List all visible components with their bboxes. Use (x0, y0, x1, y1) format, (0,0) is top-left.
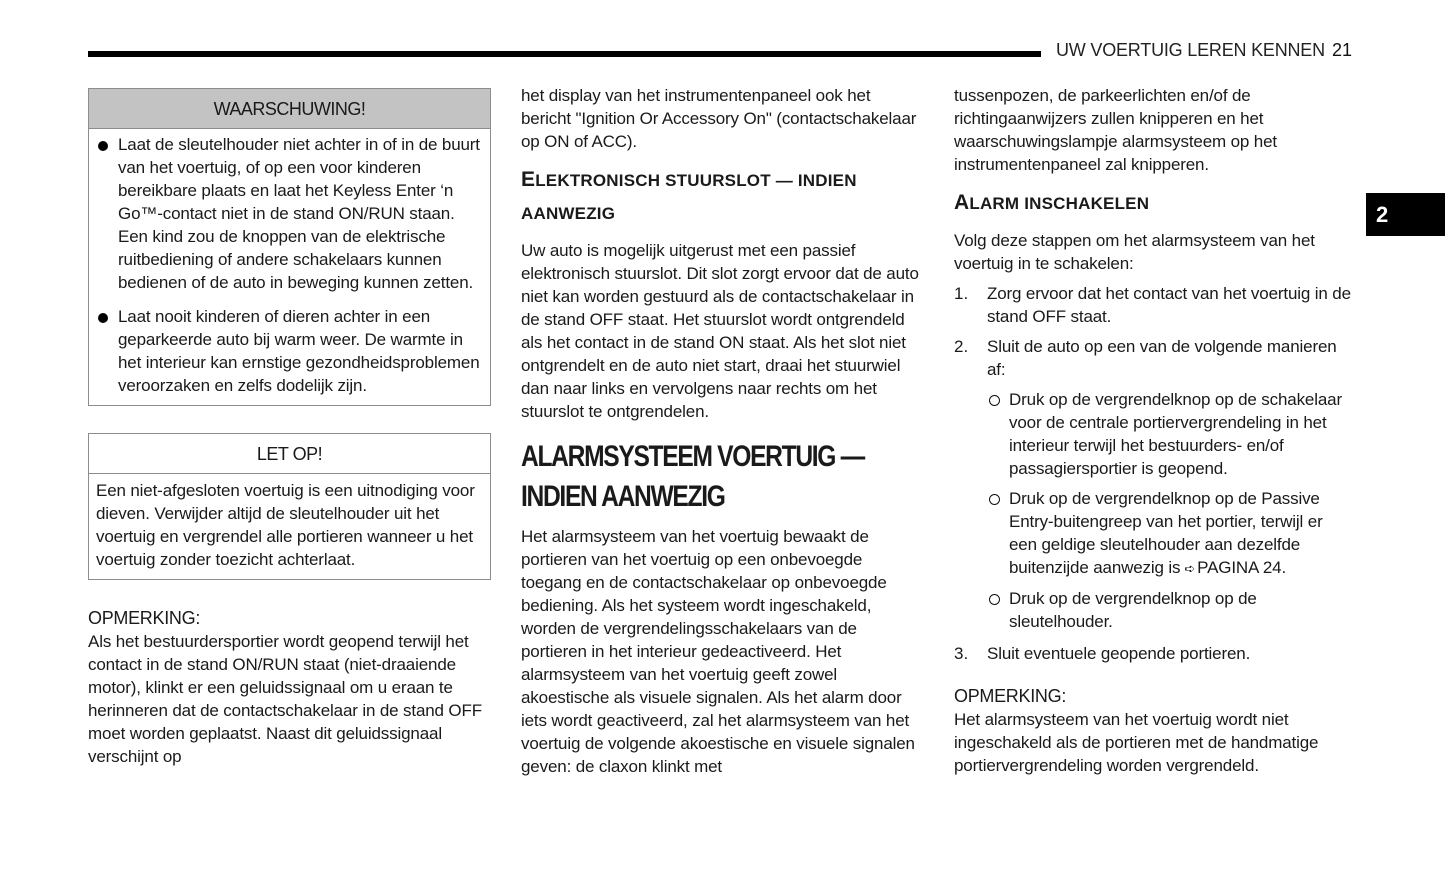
column-1 (88, 84, 491, 768)
continuation-text: tussenpozen, de parkeerlichten en/of de richtingaanwijzers zullen knipperen en het waarschuwingslampje alarmsysteem op het instrumentenpaneel zal knipperen. (954, 86, 1277, 174)
steering-lock-text: Uw auto is mogelijk uitgerust met een passief elektronisch stuurslot. Dit slot zorgt ervoor dat de auto niet kan worden gestuurd als de contactschakelaar in de stand OFF staat. Het stuurslot wordt ontgrendeld als het contact in de stand ON staat. Als het slot niet ontgrendelt en de auto niet start, draai het stuurwiel dan naar links en vervolgens naar rechts om het stuurslot te ontgrendelen. (521, 241, 919, 421)
warning-item: Laat nooit kinderen of dieren achter in een geparkeerde auto bij warm weer. De warmte in het interieur kan ernstige gezondheidsproblemen veroorzaken en zelfs dodelijk zijn. (96, 305, 483, 397)
arm-intro: Volg deze stappen om het alarmsysteem van het voertuig in te schakelen: (954, 231, 1315, 273)
caution-box-body: Een niet-afgesloten voertuig is een uitnodiging voor dieven. Verwijder altijd de sleutelhouder uit het voertuig en vergrendel alle portieren wanneer u het voertuig zonder toezicht achterlaat. (96, 481, 475, 569)
note-text: Het alarmsysteem van het voertuig wordt niet ingeschakeld als de portieren met de handmatige portiervergrendeling worden vergrendeld. (954, 710, 1319, 775)
note-text: Als het bestuurdersportier wordt geopend terwijl het contact in de stand ON/RUN staat (niet-draaiende motor), klinkt er een geluidssignaal om u eraan te herinneren dat de contactschakelaar in de stand OFF moet worden geplaatst. Naast dit geluidssignaal verschijnt op (88, 632, 482, 766)
caution-box (88, 433, 491, 580)
circle-bullet-icon (989, 395, 1000, 406)
page-reference-link[interactable]: PAGINA 24. (1197, 558, 1287, 577)
note-title: OPMERKING: (954, 686, 1067, 706)
bullet-icon (98, 141, 108, 151)
running-head: UW VOERTUIG LEREN KENNEN (1056, 40, 1325, 60)
circle-bullet-icon (989, 594, 1000, 605)
section-heading-steering-lock: ELEKTRONISCH STUURSLOT — INDIEN AANWEZIG (521, 168, 857, 223)
sub-item: Druk op de vergrendelknop op de Passive Entry-buitengreep van het portier, terwijl er een geldige sleutelhouder aan dezelfde buitenzijde aanwezig is ➪ PAGINA 24. (987, 487, 1354, 580)
section-heading-alarm: ALARMSYSTEEM VOERTUIG — INDIEN AANWEZIG (521, 440, 864, 513)
caution-box-title: LET OP! (89, 434, 490, 474)
circle-bullet-icon (989, 494, 1000, 505)
sub-item: Druk op de vergrendelknop op de sleutelhouder. (987, 587, 1354, 633)
sub-item: Druk op de vergrendelknop op de schakelaar voor de centrale portiervergrendeling in het interieur terwijl het bestuurders- en/of passagiersportier is geopend. (987, 388, 1354, 480)
warning-box-body (89, 129, 490, 405)
alarm-text: Het alarmsysteem van het voertuig bewaakt de portieren van het voertuig op een onbevoegde toegang en de contactschakelaar op onbevoegde bediening. Als het systeem wordt ingeschakeld, worden de vergrendelingsschakelaars van de portieren in het interieur gedeactiveerd. Het alarmsysteem van het voertuig geeft zowel akoestische als visuele signalen. Als het alarm door iets wordt geactiveerd, zal het alarmsysteem van het voertuig de volgende akoestische en visuele signalen geven: de claxon klinkt met (521, 527, 915, 776)
step-item: 2. Sluit de auto op een van de volgende manieren af: Druk op de vergrendelknop op de schakelaar voor de centrale portiervergrendeling in het interieur terwijl het bestuurders- en/of passagiersportier is geopend. Druk op de vergrendelknop op de Passive Entry-buitengreep van het portier, terwijl er een geldige sleutelhouder aan dezelfde buitenzijde aanwezig is ➪ PAGINA 24. Druk op de vergrendelknop op de sleutelhouder. (954, 335, 1354, 633)
step-item: 3. Sluit eventuele geopende portieren. (954, 644, 1251, 663)
chapter-tab: 2 (1366, 193, 1445, 236)
step-item: 1. Zorg ervoor dat het contact van het voertuig in de stand OFF staat. (954, 284, 1351, 326)
continuation-text: het display van het instrumentenpaneel ook het bericht "Ignition Or Accessory On" (contactschakelaar op ON of ACC). (521, 86, 917, 151)
warning-item: Laat de sleutelhouder niet achter in of in de buurt van het voertuig, of op een voor kinderen bereikbare plaats en laat het Keyless Enter ‘n Go™-contact niet in de stand ON/RUN staan. Een kind zou de knoppen van de elektrische ruitbediening of andere schakelaars kunnen bedienen of de auto in beweging kunnen zetten. (96, 133, 483, 294)
page-number: 21 (1332, 40, 1353, 60)
column-3 (954, 84, 1354, 777)
bullet-icon (98, 313, 108, 323)
header-rule (88, 51, 1041, 57)
page-reference-arrow-icon: ➪ (1184, 561, 1196, 576)
warning-box (88, 88, 491, 406)
column-2 (521, 84, 921, 778)
section-heading-arm-alarm: ALARM INSCHAKELEN (954, 191, 1150, 214)
warning-box-title: WAARSCHUWING! (89, 89, 490, 129)
note-title: OPMERKING: (88, 608, 201, 628)
